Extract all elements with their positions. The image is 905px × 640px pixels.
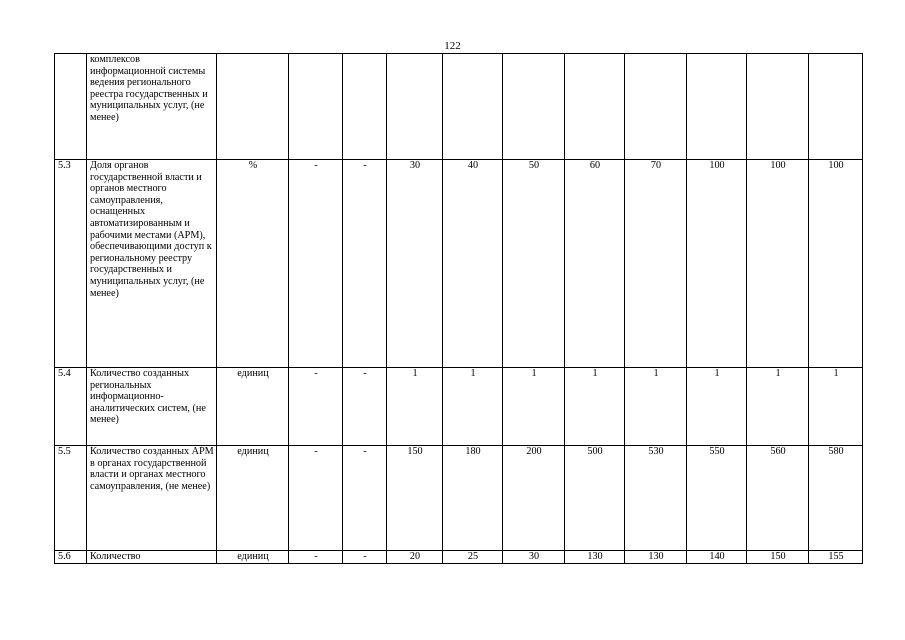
value-cell: 20 <box>387 551 443 564</box>
unit-cell: единиц <box>217 446 289 551</box>
value-cell: 1 <box>387 368 443 446</box>
indicators-table <box>54 53 863 564</box>
indicator-name-cell: Доля органов государственной власти и органов местного самоуправления, оснащенных автоматизированным и рабочими местами (АРМ), обеспечивающими доступ к региональному реестру государственных и муниципальных услуг, (не менее) <box>87 160 217 368</box>
page-number: 122 <box>444 40 461 52</box>
value-cell <box>687 54 747 160</box>
table-row <box>55 551 863 564</box>
value-cell: 100 <box>687 160 747 368</box>
value-cell <box>343 54 387 160</box>
value-cell: - <box>343 446 387 551</box>
value-cell: 1 <box>565 368 625 446</box>
value-cell <box>565 54 625 160</box>
table-row <box>55 446 863 551</box>
value-cell <box>747 54 809 160</box>
row-number-cell: 5.3 <box>55 160 87 368</box>
value-cell: 130 <box>565 551 625 564</box>
value-cell: 550 <box>687 446 747 551</box>
table-row <box>55 368 863 446</box>
row-number-cell <box>55 54 87 160</box>
value-cell: 580 <box>809 446 863 551</box>
value-cell: 530 <box>625 446 687 551</box>
value-cell: - <box>343 368 387 446</box>
value-cell: - <box>289 551 343 564</box>
value-cell <box>387 54 443 160</box>
value-cell: - <box>289 160 343 368</box>
value-cell: - <box>289 368 343 446</box>
value-cell <box>443 54 503 160</box>
table-row <box>55 160 863 368</box>
value-cell: - <box>343 551 387 564</box>
value-cell: 1 <box>687 368 747 446</box>
value-cell: 100 <box>809 160 863 368</box>
indicator-name-cell: Количество созданных АРМ в органах государственной власти и органах местного самоуправления, (не менее) <box>87 446 217 551</box>
value-cell: 1 <box>625 368 687 446</box>
value-cell: 1 <box>443 368 503 446</box>
value-cell: 150 <box>387 446 443 551</box>
value-cell: 180 <box>443 446 503 551</box>
value-cell: 140 <box>687 551 747 564</box>
value-cell: 40 <box>443 160 503 368</box>
value-cell: 30 <box>387 160 443 368</box>
value-cell: - <box>289 446 343 551</box>
unit-cell: % <box>217 160 289 368</box>
indicator-name-cell: Количество созданных региональных информационно-аналитических систем, (не менее) <box>87 368 217 446</box>
value-cell <box>809 54 863 160</box>
value-cell: 560 <box>747 446 809 551</box>
value-cell: 155 <box>809 551 863 564</box>
unit-cell <box>217 54 289 160</box>
value-cell: 150 <box>747 551 809 564</box>
value-cell: 50 <box>503 160 565 368</box>
value-cell: 500 <box>565 446 625 551</box>
value-cell: 130 <box>625 551 687 564</box>
value-cell: 1 <box>809 368 863 446</box>
value-cell: 25 <box>443 551 503 564</box>
value-cell <box>625 54 687 160</box>
value-cell: - <box>343 160 387 368</box>
unit-cell: единиц <box>217 551 289 564</box>
value-cell: 1 <box>747 368 809 446</box>
value-cell: 30 <box>503 551 565 564</box>
value-cell <box>503 54 565 160</box>
value-cell: 1 <box>503 368 565 446</box>
row-number-cell: 5.4 <box>55 368 87 446</box>
table-row <box>55 54 863 160</box>
indicator-name-cell: комплексов информационной системы ведения регионального реестра государственных и муниципальных услуг, (не менее) <box>87 54 217 160</box>
value-cell: 70 <box>625 160 687 368</box>
value-cell: 200 <box>503 446 565 551</box>
unit-cell: единиц <box>217 368 289 446</box>
value-cell: 60 <box>565 160 625 368</box>
value-cell <box>289 54 343 160</box>
row-number-cell: 5.6 <box>55 551 87 564</box>
row-number-cell: 5.5 <box>55 446 87 551</box>
indicator-name-cell: Количество <box>87 551 217 564</box>
value-cell: 100 <box>747 160 809 368</box>
